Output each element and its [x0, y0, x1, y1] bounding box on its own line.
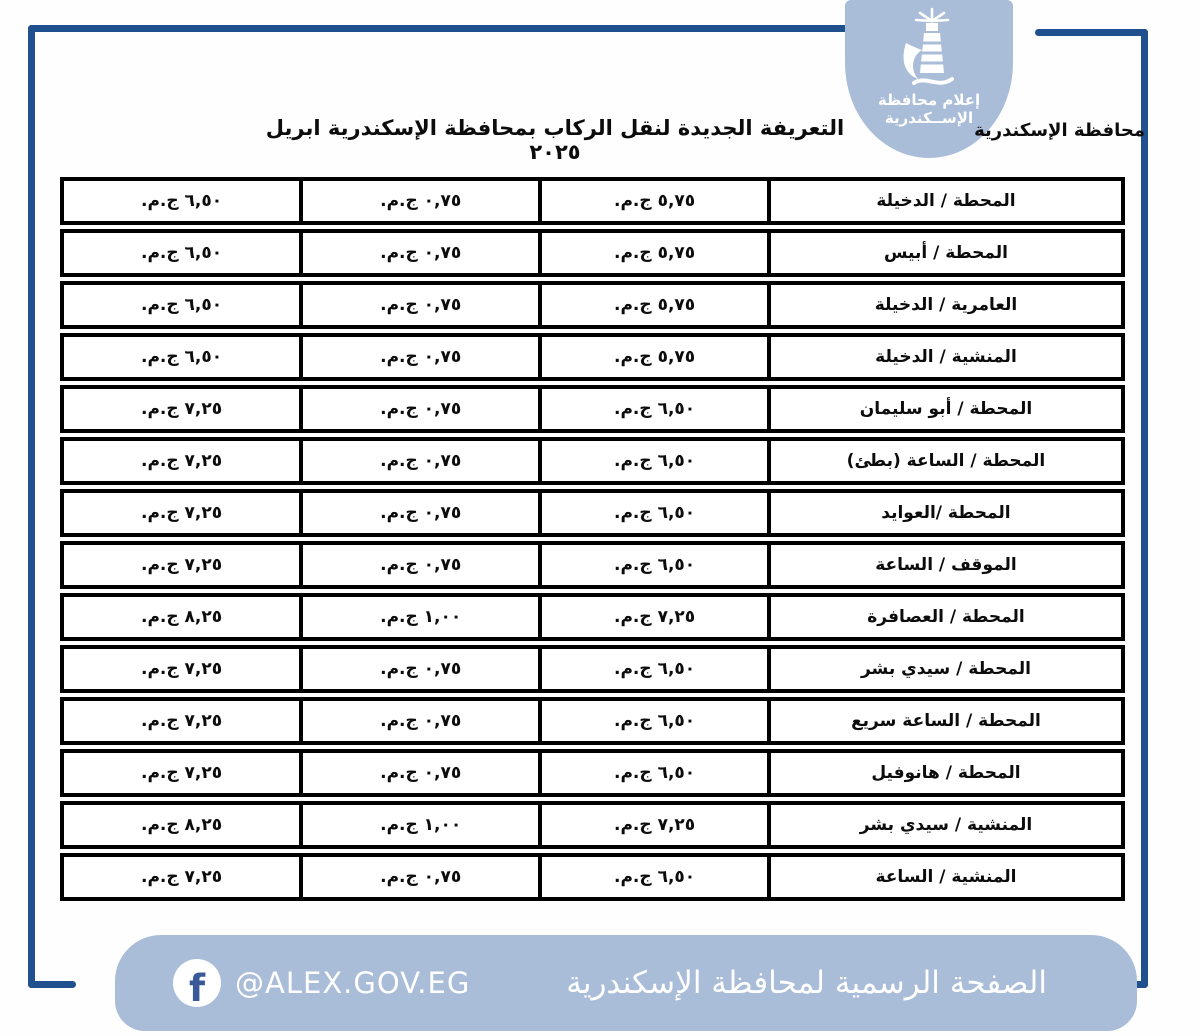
route-cell: المحطة / سيدي بشر — [860, 659, 1031, 679]
fare-cell: ٥,٧٥ ج.م. — [542, 233, 771, 273]
badge-text-line2: الإســكندرية — [884, 109, 974, 127]
fare-cell: ٠,٧٥ ج.م. — [303, 753, 542, 793]
frame-bottom-left-foot — [28, 981, 76, 988]
route-cell: المحطة /العوايد — [881, 503, 1011, 523]
fare-table — [60, 177, 1125, 905]
table-row — [60, 645, 1125, 693]
table-row — [60, 385, 1125, 433]
table-row — [60, 489, 1125, 537]
fare-cell: ٦,٥٠ ج.م. — [542, 545, 771, 585]
fare-cell: ٦,٥٠ ج.م. — [542, 389, 771, 429]
footer-bar — [115, 935, 1137, 1031]
fare-cell: ٠,٧٥ ج.م. — [303, 337, 542, 377]
fare-cell: ٧,٢٥ ج.م. — [64, 545, 303, 585]
fare-cell: ٠,٧٥ ج.م. — [303, 649, 542, 689]
route-cell: المحطة / الدخيلة — [876, 191, 1016, 211]
route-cell: المحطة / هانوفيل — [871, 763, 1021, 783]
fare-cell: ٥,٧٥ ج.م. — [542, 337, 771, 377]
fare-cell: ٦,٥٠ ج.م. — [64, 285, 303, 325]
fare-cell: ٧,٢٥ ج.م. — [64, 389, 303, 429]
facebook-handle-group — [173, 959, 470, 1007]
fare-cell: ٦,٥٠ ج.م. — [64, 233, 303, 273]
route-cell: الموقف / الساعة — [875, 555, 1017, 575]
table-row — [60, 281, 1125, 329]
fare-cell: ٧,٢٥ ج.م. — [64, 753, 303, 793]
route-cell: المحطة / الساعة (بطئ) — [846, 451, 1046, 471]
table-row — [60, 593, 1125, 641]
route-cell: المنشية / الدخيلة — [875, 347, 1017, 367]
fare-cell: ٠,٧٥ ج.م. — [303, 545, 542, 585]
fare-cell: ٧,٢٥ ج.م. — [64, 701, 303, 741]
facebook-handle: @ALEX.GOV.EG — [235, 966, 471, 1000]
fare-cell: ١,٠٠ ج.م. — [303, 805, 542, 845]
fare-cell: ٥,٧٥ ج.م. — [542, 285, 771, 325]
fare-cell: ٨,٢٥ ج.م. — [64, 597, 303, 637]
table-row — [60, 801, 1125, 849]
fare-cell: ٦,٥٠ ج.م. — [542, 441, 771, 481]
fare-cell: ٧,٢٥ ج.م. — [542, 805, 771, 845]
fare-cell: ٠,٧٥ ج.م. — [303, 441, 542, 481]
fare-cell: ١,٠٠ ج.م. — [303, 597, 542, 637]
fare-cell: ٠,٧٥ ج.م. — [303, 701, 542, 741]
fare-cell: ٦,٥٠ ج.م. — [542, 701, 771, 741]
governorate-label: محافظة الإسكندرية — [974, 120, 1145, 141]
route-cell: المحطة / الساعة سريع — [851, 711, 1041, 731]
table-row — [60, 749, 1125, 797]
table-row — [60, 177, 1125, 225]
fare-cell: ٧,٢٥ ج.م. — [64, 493, 303, 533]
route-cell: المحطة / أبو سليمان — [859, 399, 1033, 419]
route-cell: المحطة / العصافرة — [867, 607, 1025, 627]
table-row — [60, 853, 1125, 901]
fare-cell: ٧,٢٥ ج.م. — [64, 857, 303, 897]
fare-cell: ٦,٥٠ ج.م. — [542, 753, 771, 793]
fare-cell: ٠,٧٥ ج.م. — [303, 493, 542, 533]
fare-cell: ٧,٢٥ ج.م. — [542, 597, 771, 637]
route-cell: المحطة / أبيس — [883, 243, 1008, 263]
route-cell: المنشية / الساعة — [875, 867, 1017, 887]
fare-cell: ٨,٢٥ ج.م. — [64, 805, 303, 845]
frame-right-segment — [1141, 29, 1148, 988]
route-cell: المنشية / سيدي بشر — [859, 815, 1033, 835]
fare-cell: ٦,٥٠ ج.م. — [542, 493, 771, 533]
table-row — [60, 437, 1125, 485]
fare-cell: ٧,٢٥ ج.م. — [64, 441, 303, 481]
fare-cell: ٦,٥٠ ج.م. — [542, 649, 771, 689]
page-title: التعريفة الجديدة لنقل الركاب بمحافظة الإسكندرية ابريل ٢٠٢٥ — [265, 116, 845, 164]
fare-cell: ٠,٧٥ ج.م. — [303, 857, 542, 897]
fare-cell: ٠,٧٥ ج.م. — [303, 181, 542, 221]
route-cell: العامرية / الدخيلة — [874, 295, 1018, 315]
fare-cell: ٦,٥٠ ج.م. — [64, 181, 303, 221]
official-page-label: الصفحة الرسمية لمحافظة الإسكندرية — [566, 965, 1047, 1001]
table-row — [60, 229, 1125, 277]
lighthouse-icon — [892, 0, 966, 91]
badge-text-line1: إعلام محافظة — [877, 91, 981, 109]
fare-cell: ٠,٧٥ ج.م. — [303, 285, 542, 325]
fare-cell: ٠,٧٥ ج.م. — [303, 233, 542, 273]
table-row — [60, 541, 1125, 589]
frame-top-left-segment — [28, 25, 850, 32]
fare-cell: ٦,٥٠ ج.م. — [542, 857, 771, 897]
table-row — [60, 697, 1125, 745]
frame-top-right-segment — [1035, 29, 1148, 36]
frame-left-segment — [28, 25, 35, 988]
fare-cell: ٥,٧٥ ج.م. — [542, 181, 771, 221]
fare-cell: ٠,٧٥ ج.م. — [303, 389, 542, 429]
fare-cell: ٦,٥٠ ج.م. — [64, 337, 303, 377]
table-row — [60, 333, 1125, 381]
fare-cell: ٧,٢٥ ج.م. — [64, 649, 303, 689]
facebook-icon: f — [173, 959, 221, 1007]
